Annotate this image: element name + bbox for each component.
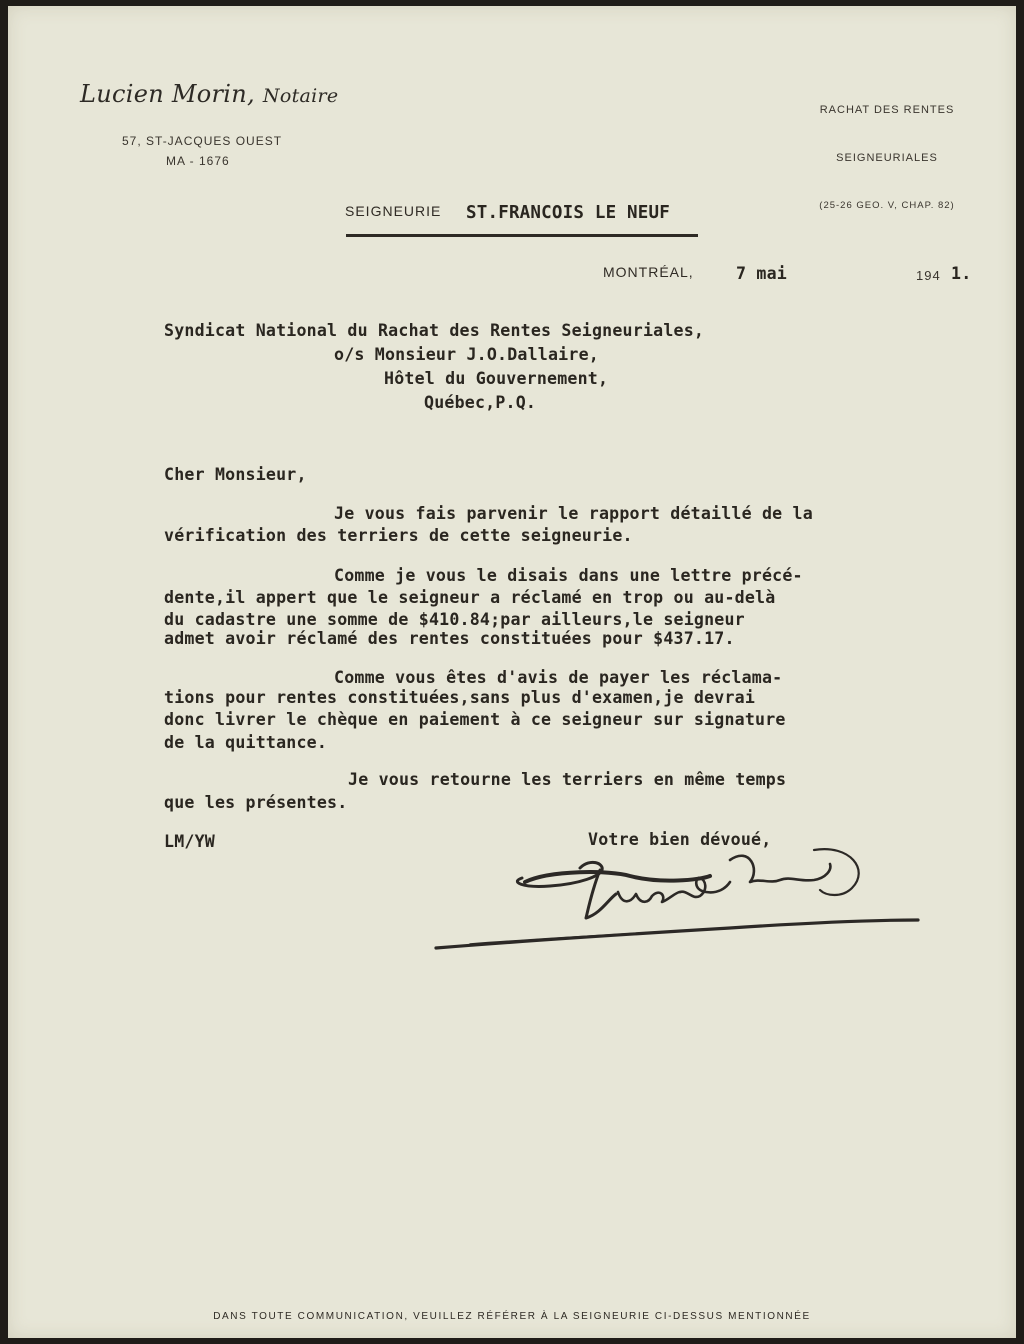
right-line-2: SEIGNEURIALES — [836, 152, 938, 164]
handwritten-signature — [430, 830, 930, 960]
typist-initials: LM/YW — [164, 832, 215, 851]
closing: Votre bien dévoué, — [588, 830, 772, 849]
body-line: donc livrer le chèque en paiement à ce seigneur sur signature — [164, 710, 786, 729]
salutation: Cher Monsieur, — [164, 465, 307, 484]
dateline-city: MONTRÉAL, — [603, 264, 694, 280]
letterhead-right — [800, 70, 974, 230]
signature-text: Lucien Morin — [430, 830, 438, 831]
right-line-1: RACHAT DES RENTES — [819, 104, 955, 116]
recipient-line-1: Syndicat National du Rachat des Rentes Seigneuriales, — [164, 321, 705, 340]
right-line-3: (25-26 GEO. V, CHAP. 82) — [819, 200, 955, 211]
body-line: dente,il appert que le seigneur a réclamé en trop ou au-delà — [164, 588, 776, 607]
notary-title: Notaire — [262, 85, 339, 107]
body-line: de la quittance. — [164, 733, 328, 752]
body-line: du cadastre une somme de $410.84;par ailleurs,le seigneur — [164, 610, 745, 629]
body-line: vérification des terriers de cette seigneurie. — [164, 526, 633, 545]
seigneurie-value: ST.FRANCOIS LE NEUF — [466, 203, 670, 223]
body-line: tions pour rentes constituées,sans plus d'examen,je devrai — [164, 688, 756, 707]
seigneurie-underline — [346, 234, 698, 237]
notary-name: Lucien Morin, Notaire — [80, 80, 339, 108]
dateline-year-prefix: 194 — [916, 268, 941, 283]
body-line: Comme je vous le disais dans une lettre précé- — [334, 566, 803, 585]
body-line: Je vous retourne les terriers en même temps — [348, 770, 787, 789]
footer-notice: DANS TOUTE COMMUNICATION, VEUILLEZ RÉFÉRER À LA SEIGNEURIE CI-DESSUS MENTIONNÉE — [213, 1311, 811, 1322]
recipient-line-4: Québec,P.Q. — [424, 393, 537, 412]
body-line: que les présentes. — [164, 793, 348, 812]
notary-address: 57, ST-JACQUES OUEST — [122, 134, 283, 148]
recipient-line-2: o/s Monsieur J.O.Dallaire, — [334, 345, 599, 364]
dateline-date: 7 mai — [736, 264, 787, 283]
body-line: Comme vous êtes d'avis de payer les réclama- — [334, 668, 783, 687]
seigneurie-label: SEIGNEURIE — [345, 203, 442, 219]
recipient-line-3: Hôtel du Gouvernement, — [384, 369, 609, 388]
body-line: Je vous fais parvenir le rapport détaillé de la — [334, 504, 813, 523]
notary-phone: MA - 1676 — [166, 154, 230, 168]
dateline-year-suffix: 1. — [951, 264, 972, 283]
body-line: admet avoir réclamé des rentes constituées pour $437.17. — [164, 629, 735, 648]
